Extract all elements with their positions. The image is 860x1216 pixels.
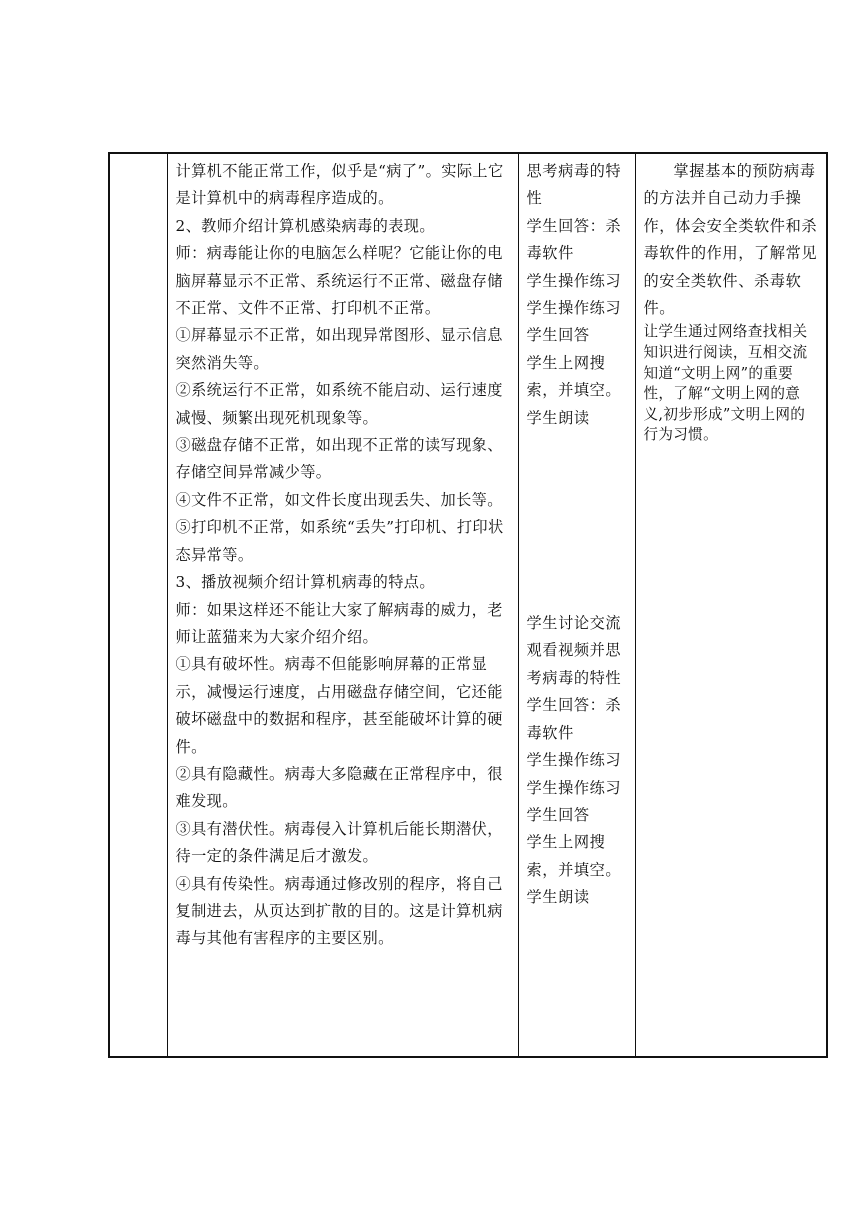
activity-item: 学生讨论交流 (526, 614, 622, 633)
process-paragraph: ④文件不正常，如文件长度出现丢失、加长等。 (175, 490, 503, 509)
design-intent-cell (635, 153, 827, 1057)
student-activity-cell (518, 153, 635, 1057)
process-paragraph: 计算机不能正常工作，似乎是“病了”。实际上它是计算机中的病毒程序造成的。 (175, 162, 504, 208)
intent-paragraph: 让学生通过网络查找相关知识进行阅读，互相交流知道“文明上网”的重要性，了解“文明上网的意义,初步形成”文明上网的行为习惯。 (643, 323, 808, 444)
process-paragraph: ③具有潜伏性。病毒侵入计算机后能长期潜伏，待一定的条件满足后才激发。 (175, 819, 503, 866)
activity-item: 学生操作练习 (526, 299, 622, 318)
activity-item: 学生操作练习 (526, 751, 622, 770)
activity-item: 学生回答 (526, 805, 590, 824)
activity-item: 学生回答：杀毒软件 (526, 696, 622, 742)
process-paragraph: 3、播放视频介绍计算机病毒的特点。 (175, 573, 435, 592)
process-paragraph: ④具有传染性。病毒通过修改别的程序，将自己复制进去，从页达到扩散的目的。这是计算机病毒与其他有害程序的主要区别。 (175, 874, 503, 948)
process-paragraph: ①具有破坏性。病毒不但能影响屏幕的正常显示，减慢运行速度，占用磁盘存储空间，它还能破坏磁盘中的数据和程序，甚至能破坏计算的硬件。 (175, 655, 503, 756)
empty-first-column-cell (109, 153, 167, 1057)
activity-item: 学生上网搜索，并填空。 (526, 353, 622, 400)
activity-item: 学生朗读 (526, 408, 590, 427)
process-paragraph: ③磁盘存储不正常，如出现不正常的读写现象、存储空间异常减少等。 (175, 436, 503, 482)
process-paragraph: ⑤打印机不正常，如系统“丢失”打印机、打印状态异常等。 (175, 518, 504, 564)
teaching-process-cell (167, 153, 518, 1057)
activity-item: 学生上网搜索，并填空。 (526, 833, 622, 879)
process-paragraph: 师：如果这样还不能让大家了解病毒的威力，老师让蓝猫来为大家介绍介绍。 (175, 600, 503, 646)
process-paragraph: ①屏幕显示不正常，如出现异常图形、显示信息突然消失等。 (175, 326, 503, 372)
table-row (109, 153, 827, 1057)
activity-item: 学生回答 (526, 326, 590, 345)
spacer (527, 432, 631, 610)
activity-item: 观看视频并思考病毒的特性 (526, 641, 622, 687)
activity-item: 思考病毒的特性 (526, 162, 622, 208)
activity-item: 学生操作练习 (526, 271, 622, 290)
process-paragraph: 师：病毒能让你的电脑怎么样呢？它能让你的电脑屏幕显示不正常、系统运行不正常、磁盘存储不正常、文件不正常、打印机不正常。 (175, 244, 503, 318)
intent-paragraph: 掌握基本的预防病毒的方法并自己动力手操作，体会安全类软件和杀毒软件的作用，了解常见的安全类软件、杀毒软件。 (643, 162, 818, 318)
activity-item: 学生操作练习 (526, 778, 622, 797)
activity-item: 学生回答：杀毒软件 (526, 216, 622, 263)
lesson-plan-table (108, 152, 828, 1058)
process-paragraph: ②系统运行不正常，如系统不能启动、运行速度减慢、频繁出现死机现象等。 (175, 381, 503, 427)
process-paragraph: 2、教师介绍计算机感染病毒的表现。 (175, 216, 435, 235)
process-paragraph: ②具有隐藏性。病毒大多隐藏在正常程序中，很难发现。 (175, 764, 503, 811)
activity-item: 学生朗读 (526, 888, 590, 907)
